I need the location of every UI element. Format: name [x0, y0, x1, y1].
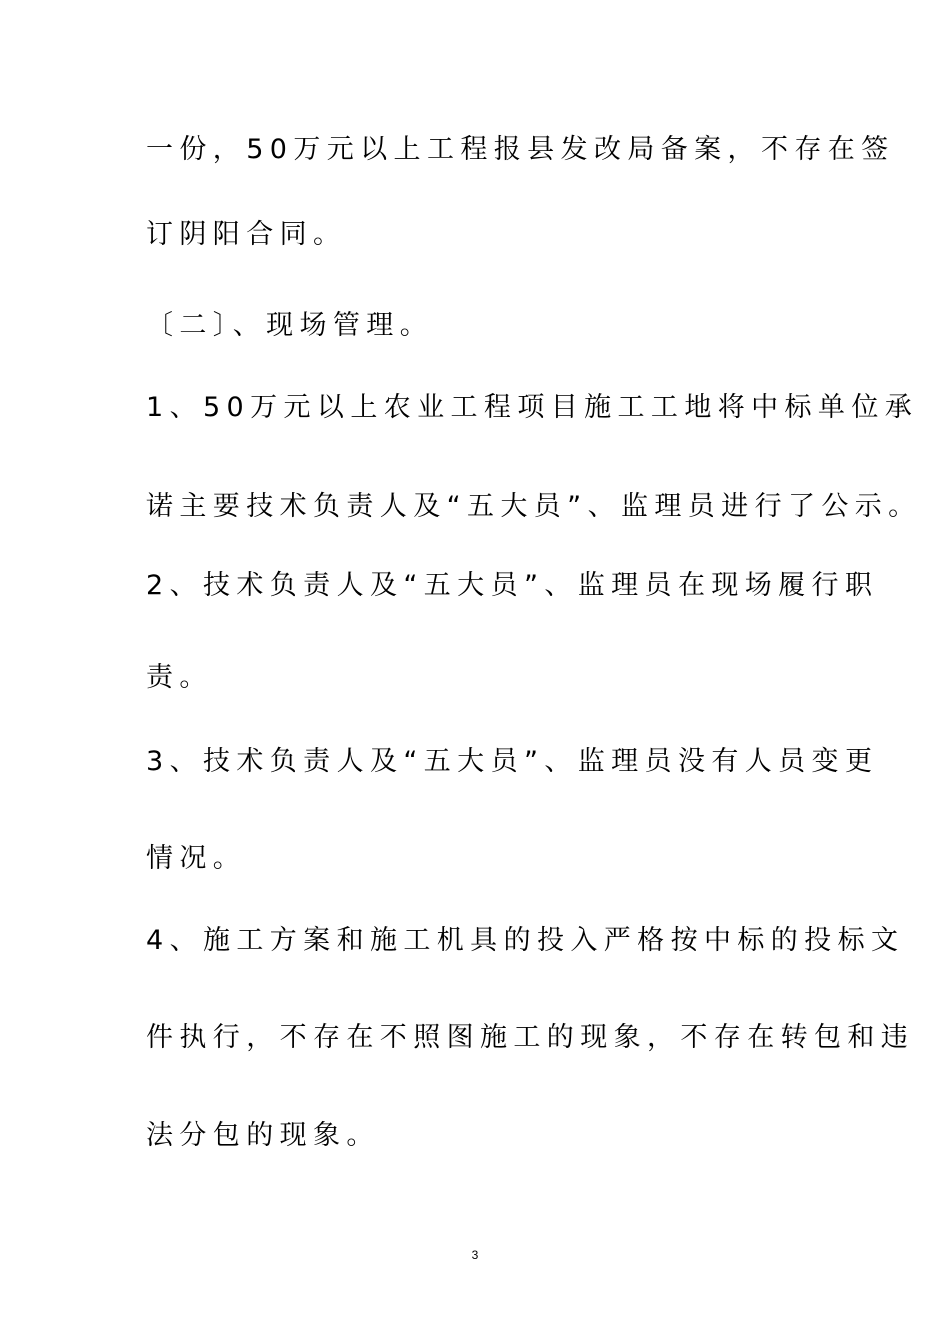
text-line-7: 责。	[146, 662, 213, 693]
text-line-5: 诺主要技术负责人及“五大员”、监理员进行了公示。	[146, 491, 922, 522]
text-line-1: 一份，50万元以上工程报县发改局备案，不存在签	[146, 134, 895, 165]
text-line-12: 法分包的现象。	[146, 1120, 380, 1151]
section-heading-site-management: 〔二〕、现场管理。	[146, 310, 434, 341]
text-line-10: 4、施工方案和施工机具的投入严格按中标的投标文	[146, 925, 905, 956]
text-line-2: 订阴阳合同。	[146, 219, 347, 250]
text-line-11: 件执行，不存在不照图施工的现象，不存在转包和违	[146, 1022, 915, 1053]
page-number: 3	[471, 1248, 479, 1262]
text-line-8: 3、技术负责人及“五大员”、监理员没有人员变更	[146, 746, 879, 777]
text-line-9: 情况。	[146, 843, 247, 874]
text-line-6: 2、技术负责人及“五大员”、监理员在现场履行职	[146, 570, 879, 601]
text-line-4: 1、50万元以上农业工程项目施工工地将中标单位承	[146, 392, 919, 423]
